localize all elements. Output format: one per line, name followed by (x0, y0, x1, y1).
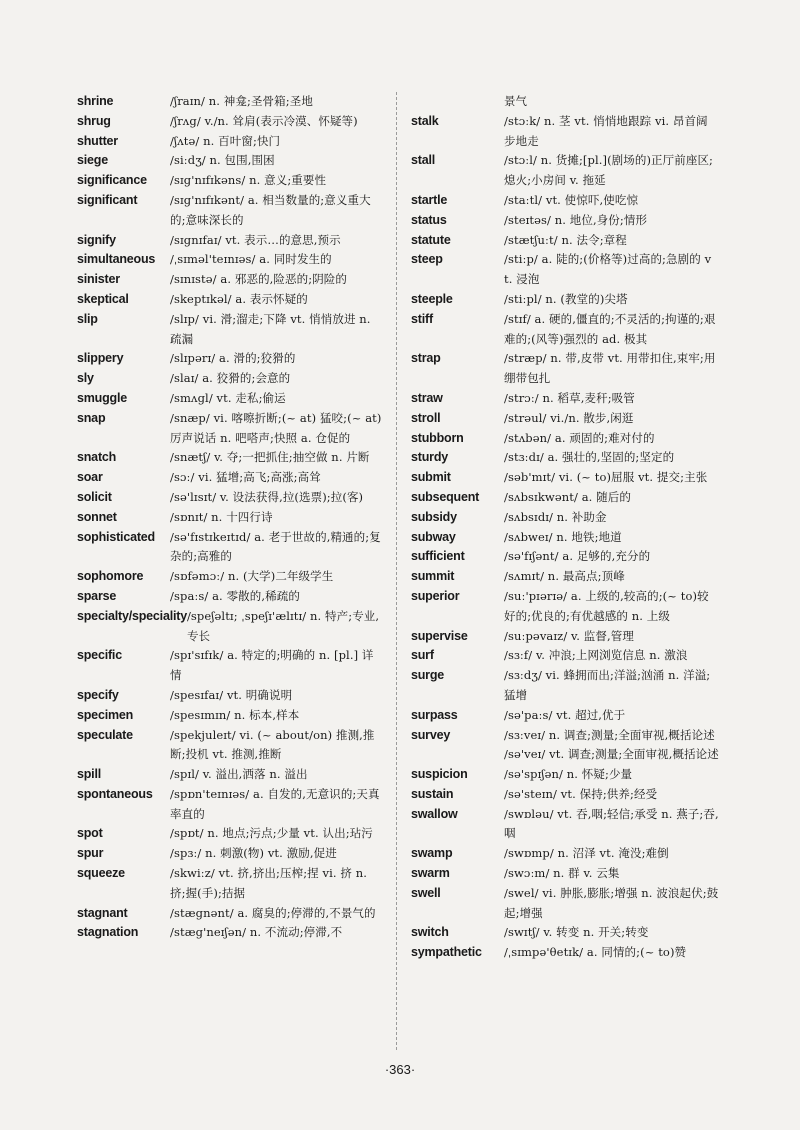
headword: surf (411, 648, 434, 663)
headword: specialty/speciality (77, 608, 187, 623)
dictionary-entry (77, 349, 385, 369)
definition: /spɜː/ n. 刺激(物) vt. 激励,促进 (170, 846, 337, 861)
headword: specific (77, 648, 122, 663)
headword: snatch (77, 450, 117, 465)
dictionary-entry (411, 389, 719, 409)
definition: /spesɪfaɪ/ vt. 明确说明 (170, 687, 293, 702)
definition: /stægnənt/ a. 腐臭的;停滞的,不景气的 (170, 905, 376, 920)
headword: shrug (77, 113, 111, 128)
definition: /stætʃuːt/ n. 法令;章程 (504, 232, 627, 247)
definition: /stɔːl/ n. 货摊;[pl.](剧场的)正厅前座区;熄火;小房间 v. 拖延 (504, 153, 714, 188)
dictionary-entry (411, 409, 719, 429)
definition: /suː'pɪərɪə/ a. 上级的,较高的;(~ to)较好的;优良的;有优越感的 n. 上级 (504, 588, 709, 623)
definition: /sə'steɪn/ vt. 保持;供养;经受 (504, 786, 658, 801)
dictionary-entry (411, 112, 719, 152)
dictionary-entry (411, 884, 719, 924)
dictionary-entry (411, 151, 719, 191)
dictionary-entry (77, 488, 385, 508)
dictionary-entry (77, 369, 385, 389)
headword: subsidy (411, 509, 457, 524)
headword: sufficient (411, 549, 465, 564)
definition: /sə'fɪʃənt/ a. 足够的,充分的 (504, 549, 651, 564)
definition: /slaɪ/ a. 狡猾的;会意的 (170, 371, 291, 386)
dictionary-entry (411, 646, 719, 666)
headword: swallow (411, 806, 458, 821)
dictionary-entry (77, 92, 385, 112)
dictionary-entry (77, 310, 385, 350)
headword: squeeze (77, 866, 125, 881)
definition: /sɔː/ vi. 猛增;高飞;高涨;高耸 (170, 470, 321, 485)
definition: /smʌgl/ vt. 走私;偷运 (170, 390, 286, 405)
dictionary-entry (411, 726, 719, 766)
headword: slip (77, 311, 98, 326)
headword: significant (77, 192, 138, 207)
headword: shrine (77, 94, 114, 108)
definition: /spesɪmɪn/ n. 标本,样本 (170, 707, 300, 722)
headword: specify (77, 687, 119, 702)
dictionary-entry (411, 567, 719, 587)
definition: /steɪtəs/ n. 地位,身份;情形 (504, 212, 648, 227)
dictionary-entry (411, 508, 719, 528)
headword: surpass (411, 707, 458, 722)
definition: /spɪl/ v. 溢出,洒落 n. 溢出 (170, 767, 308, 782)
definition: /sʌbsɪdɪ/ n. 补助金 (504, 509, 607, 524)
headword: stalk (411, 113, 439, 128)
dictionary-entry (411, 785, 719, 805)
right-column (411, 92, 719, 963)
headword: summit (411, 569, 455, 584)
definition: /ʃʌtə/ n. 百叶窗;快门 (170, 133, 281, 148)
definition: /siːdʒ/ n. 包围,围困 (170, 153, 275, 168)
definition: /sɜːf/ v. 冲浪;上网浏览信息 n. 激浪 (504, 648, 688, 663)
definition: /səb'mɪt/ vi. (~ to)屈服 vt. 提交;主张 (504, 470, 708, 485)
definition: /sə'fɪstɪkeɪtɪd/ a. 老于世故的,精通的;复杂的;高雅的 (170, 529, 381, 564)
dictionary-entry (411, 231, 719, 251)
dictionary-entry (77, 132, 385, 152)
dictionary-entry (411, 211, 719, 231)
definition: /strəul/ vi./n. 散步,闲逛 (504, 410, 634, 425)
dictionary-entry (77, 468, 385, 488)
definition: /stʌbən/ a. 顽固的;难对付的 (504, 430, 655, 445)
headword: skeptical (77, 291, 129, 306)
dictionary-entry (77, 607, 385, 647)
definition: /swɒləu/ vt. 吞,咽;轻信;承受 n. 燕子;吞,咽 (504, 806, 719, 841)
definition: /ˌsɪməl'teɪnɪəs/ a. 同时发生的 (170, 252, 332, 267)
dictionary-entry (77, 250, 385, 270)
definition: /spekjuleɪt/ vi. (~ about/on) 推测,推断;投机 vt. 推测,推断 (170, 727, 375, 762)
headword: signify (77, 232, 116, 247)
headword: sophisticated (77, 529, 155, 544)
dictionary-entry (411, 349, 719, 389)
dictionary-entry (77, 864, 385, 904)
dictionary-entry (411, 528, 719, 548)
definition: /spɒt/ n. 地点;污点;少量 vt. 认出;玷污 (170, 826, 373, 841)
dictionary-entry (411, 805, 719, 845)
definition: /ʃraɪn/ n. 神龛;圣骨箱;圣地 (170, 94, 313, 108)
dictionary-entry (77, 824, 385, 844)
definition: /skwiːz/ vt. 挤,挤出;压榨;捏 vi. 挤 n. 挤;握(手);拮据 (170, 866, 368, 900)
dictionary-entry (411, 468, 719, 488)
headword: sympathetic (411, 945, 482, 960)
dictionary-entry (411, 290, 719, 310)
definition: /sə'lɪsɪt/ v. 设法获得,拉(选票);拉(客) (170, 489, 364, 504)
headword: status (411, 212, 447, 227)
left-column (77, 92, 385, 943)
headword: statute (411, 232, 451, 247)
headword: snap (77, 410, 106, 425)
definition: /sɪg'nɪfɪkənt/ a. 相当数量的;意义重大的;意味深长的 (170, 192, 371, 227)
headword: sophomore (77, 569, 144, 584)
definition: /swel/ vi. 肿胀,膨胀;增强 n. 波浪起伏;鼓起;增强 (504, 885, 719, 920)
dictionary-entry (77, 587, 385, 607)
definition: /sɜːdʒ/ vi. 蜂拥而出;洋溢;汹涌 n. 洋溢;猛增 (504, 668, 711, 702)
headword: speculate (77, 727, 133, 742)
dictionary-entry (77, 191, 385, 231)
headword: surge (411, 668, 445, 683)
dictionary-entry (77, 726, 385, 766)
dictionary-entry (411, 547, 719, 567)
headword: strap (411, 351, 441, 366)
dictionary-entry (411, 844, 719, 864)
definition: /strɔː/ n. 稻草,麦秆;吸管 (504, 390, 635, 405)
definition: /slɪp/ vi. 滑;溜走;下降 vt. 悄悄放进 n. 疏漏 (170, 311, 371, 346)
headword: subsequent (411, 489, 480, 504)
headword: steep (411, 252, 443, 267)
headword: spot (77, 826, 103, 841)
definition: /stɜːdɪ/ a. 强壮的,坚固的;坚定的 (504, 450, 675, 465)
headword: significance (77, 173, 147, 188)
headword: stroll (411, 410, 441, 425)
headword: superior (411, 588, 460, 603)
headword: specimen (77, 707, 134, 722)
definition: /sʌmɪt/ n. 最高点;顶峰 (504, 569, 625, 584)
definition: /slɪpərɪ/ a. 滑的;狡猾的 (170, 351, 296, 366)
headword: spontaneous (77, 786, 153, 801)
headword: stagnation (77, 925, 139, 940)
dictionary-entry (411, 310, 719, 350)
definition: /stɔːk/ n. 茎 vt. 悄悄地跟踪 vi. 昂首阔步地走 (504, 113, 708, 148)
headword: steeple (411, 291, 453, 306)
definition: /stiːpl/ n. (教堂的)尖塔 (504, 291, 628, 306)
definition: /sɜːveɪ/ n. 调查;测量;全面审视,概括论述 /sə'veɪ/ vt. 调查;测量;全面审视,概括论述 (504, 727, 719, 762)
definition: /sʌbweɪ/ n. 地铁;地道 (504, 529, 622, 544)
definition: /stæg'neɪʃən/ n. 不流动;停滞,不 (170, 925, 343, 940)
dictionary-entry (411, 765, 719, 785)
definition: /sɪnɪstə/ a. 邪恶的,险恶的;阴险的 (170, 272, 347, 287)
headword: subway (411, 529, 456, 544)
headword: sly (77, 371, 94, 386)
headword: stubborn (411, 430, 464, 445)
dictionary-entry (411, 923, 719, 943)
definition: /swɪtʃ/ v. 转变 n. 开关;转变 (504, 925, 649, 940)
headword: soar (77, 470, 103, 485)
dictionary-entry (411, 448, 719, 468)
definition: /swɔːm/ n. 群 v. 云集 (504, 866, 620, 881)
dictionary-entry (77, 844, 385, 864)
headword: sinister (77, 272, 120, 287)
dictionary-entry (77, 528, 385, 568)
dictionary-entry (77, 904, 385, 924)
dictionary-entry (411, 943, 719, 963)
headword: solicit (77, 489, 112, 504)
definition: /stɪf/ a. 硬的,僵直的;不灵活的;拘谨的;艰难的;(风等)强烈的 ad. 极其 (504, 311, 716, 346)
dictionary-entry (77, 706, 385, 726)
dictionary-entry (77, 448, 385, 468)
definition: /ˌsɪmpə'θetɪk/ a. 同情的;(~ to)赞 (504, 945, 687, 960)
definition: /ʃrʌg/ v./n. 耸肩(表示冷漠、怀疑等) (170, 113, 358, 128)
headword: sustain (411, 786, 454, 801)
page-number: ·363· (384, 1062, 416, 1077)
dictionary-entry (411, 191, 719, 211)
dictionary-entry (77, 923, 385, 943)
headword: straw (411, 390, 443, 405)
headword: stiff (411, 311, 433, 326)
headword: simultaneous (77, 252, 156, 267)
headword: supervise (411, 628, 468, 643)
dictionary-entry (411, 429, 719, 449)
headword: slippery (77, 351, 124, 366)
definition: /swɒmp/ n. 沼泽 vt. 淹没;难倒 (504, 846, 669, 861)
dictionary-entry (77, 171, 385, 191)
headword: shutter (77, 133, 118, 148)
dictionary-entry (411, 488, 719, 508)
dictionary-entry (77, 765, 385, 785)
dictionary-entry (411, 587, 719, 627)
dictionary-entry (411, 864, 719, 884)
dictionary-entry (77, 231, 385, 251)
dictionary-entry (77, 290, 385, 310)
definition: /sɒfəmɔː/ n. (大学)二年级学生 (170, 569, 334, 584)
dictionary-entry (77, 409, 385, 449)
dictionary-entry (77, 646, 385, 686)
definition: /sə'spɪʃən/ n. 怀疑;少量 (504, 767, 633, 782)
headword: startle (411, 192, 448, 207)
dictionary-entry (77, 112, 385, 132)
dictionary-entry (411, 250, 719, 290)
headword: siege (77, 153, 108, 168)
headword: stagnant (77, 905, 128, 920)
definition: /spɪ'sɪfɪk/ a. 特定的;明确的 n. [pl.] 详情 (170, 648, 374, 683)
headword: suspicion (411, 767, 468, 782)
headword: sonnet (77, 509, 117, 524)
dictionary-entry (411, 666, 719, 706)
dictionary-entry (77, 567, 385, 587)
dictionary-entry (77, 508, 385, 528)
definition: /snæp/ vi. 喀嚓折断;(~ at) 猛咬;(~ at)厉声说话 n. 吧嗒声;快照 a. 仓促的 (170, 410, 382, 445)
definition: /staːtl/ vt. 使惊吓,使吃惊 (504, 192, 639, 207)
definition: /sɪg'nɪfɪkəns/ n. 意义;重要性 (170, 173, 327, 188)
headword: sturdy (411, 450, 449, 465)
definition: /stræp/ n. 带,皮带 vt. 用带扣住,束牢;用绷带包扎 (504, 351, 716, 386)
definition: /suːpəvaɪz/ v. 监督,管理 (504, 628, 634, 643)
dictionary-entry (77, 785, 385, 825)
definition: /sɒnɪt/ n. 十四行诗 (170, 509, 273, 524)
headword: swell (411, 885, 441, 900)
headword: submit (411, 470, 451, 485)
definition: /speʃəltɪ; ˌspeʃɪ'ælɪtɪ/ n. 特产;专业,专长 (186, 608, 380, 643)
dictionary-entry (411, 706, 719, 726)
headword: stall (411, 153, 436, 168)
headword: survey (411, 727, 451, 742)
definition: /spɒn'teɪnɪəs/ a. 自发的,无意识的;天真率直的 (170, 786, 380, 821)
definition: /sə'paːs/ vt. 超过,优于 (504, 707, 626, 722)
dictionary-entry (77, 686, 385, 706)
headword: swarm (411, 866, 450, 881)
definition: /skeptɪkəl/ a. 表示怀疑的 (170, 291, 308, 306)
headword: sparse (77, 588, 117, 603)
definition: /sʌbsɪkwənt/ a. 随后的 (504, 489, 631, 504)
headword: switch (411, 925, 449, 940)
headword: swamp (411, 846, 453, 861)
dictionary-entry (77, 151, 385, 171)
definition: /stiːp/ a. 陡的;(价格等)过高的;急剧的 vt. 浸泡 (504, 252, 712, 287)
dictionary-entry (411, 627, 719, 647)
definition: /snætʃ/ v. 夺;一把抓住;抽空做 n. 片断 (170, 450, 370, 465)
definition: /sɪgnɪfaɪ/ vt. 表示…的意思,预示 (170, 232, 341, 247)
dictionary-entry (77, 270, 385, 290)
continued-definition: 景气 (504, 94, 527, 108)
headword: spill (77, 767, 102, 782)
headword: smuggle (77, 390, 127, 405)
headword: spur (77, 846, 104, 861)
dictionary-entry (77, 389, 385, 409)
column-divider (396, 92, 397, 1050)
definition: /spaːs/ a. 零散的,稀疏的 (170, 588, 300, 603)
